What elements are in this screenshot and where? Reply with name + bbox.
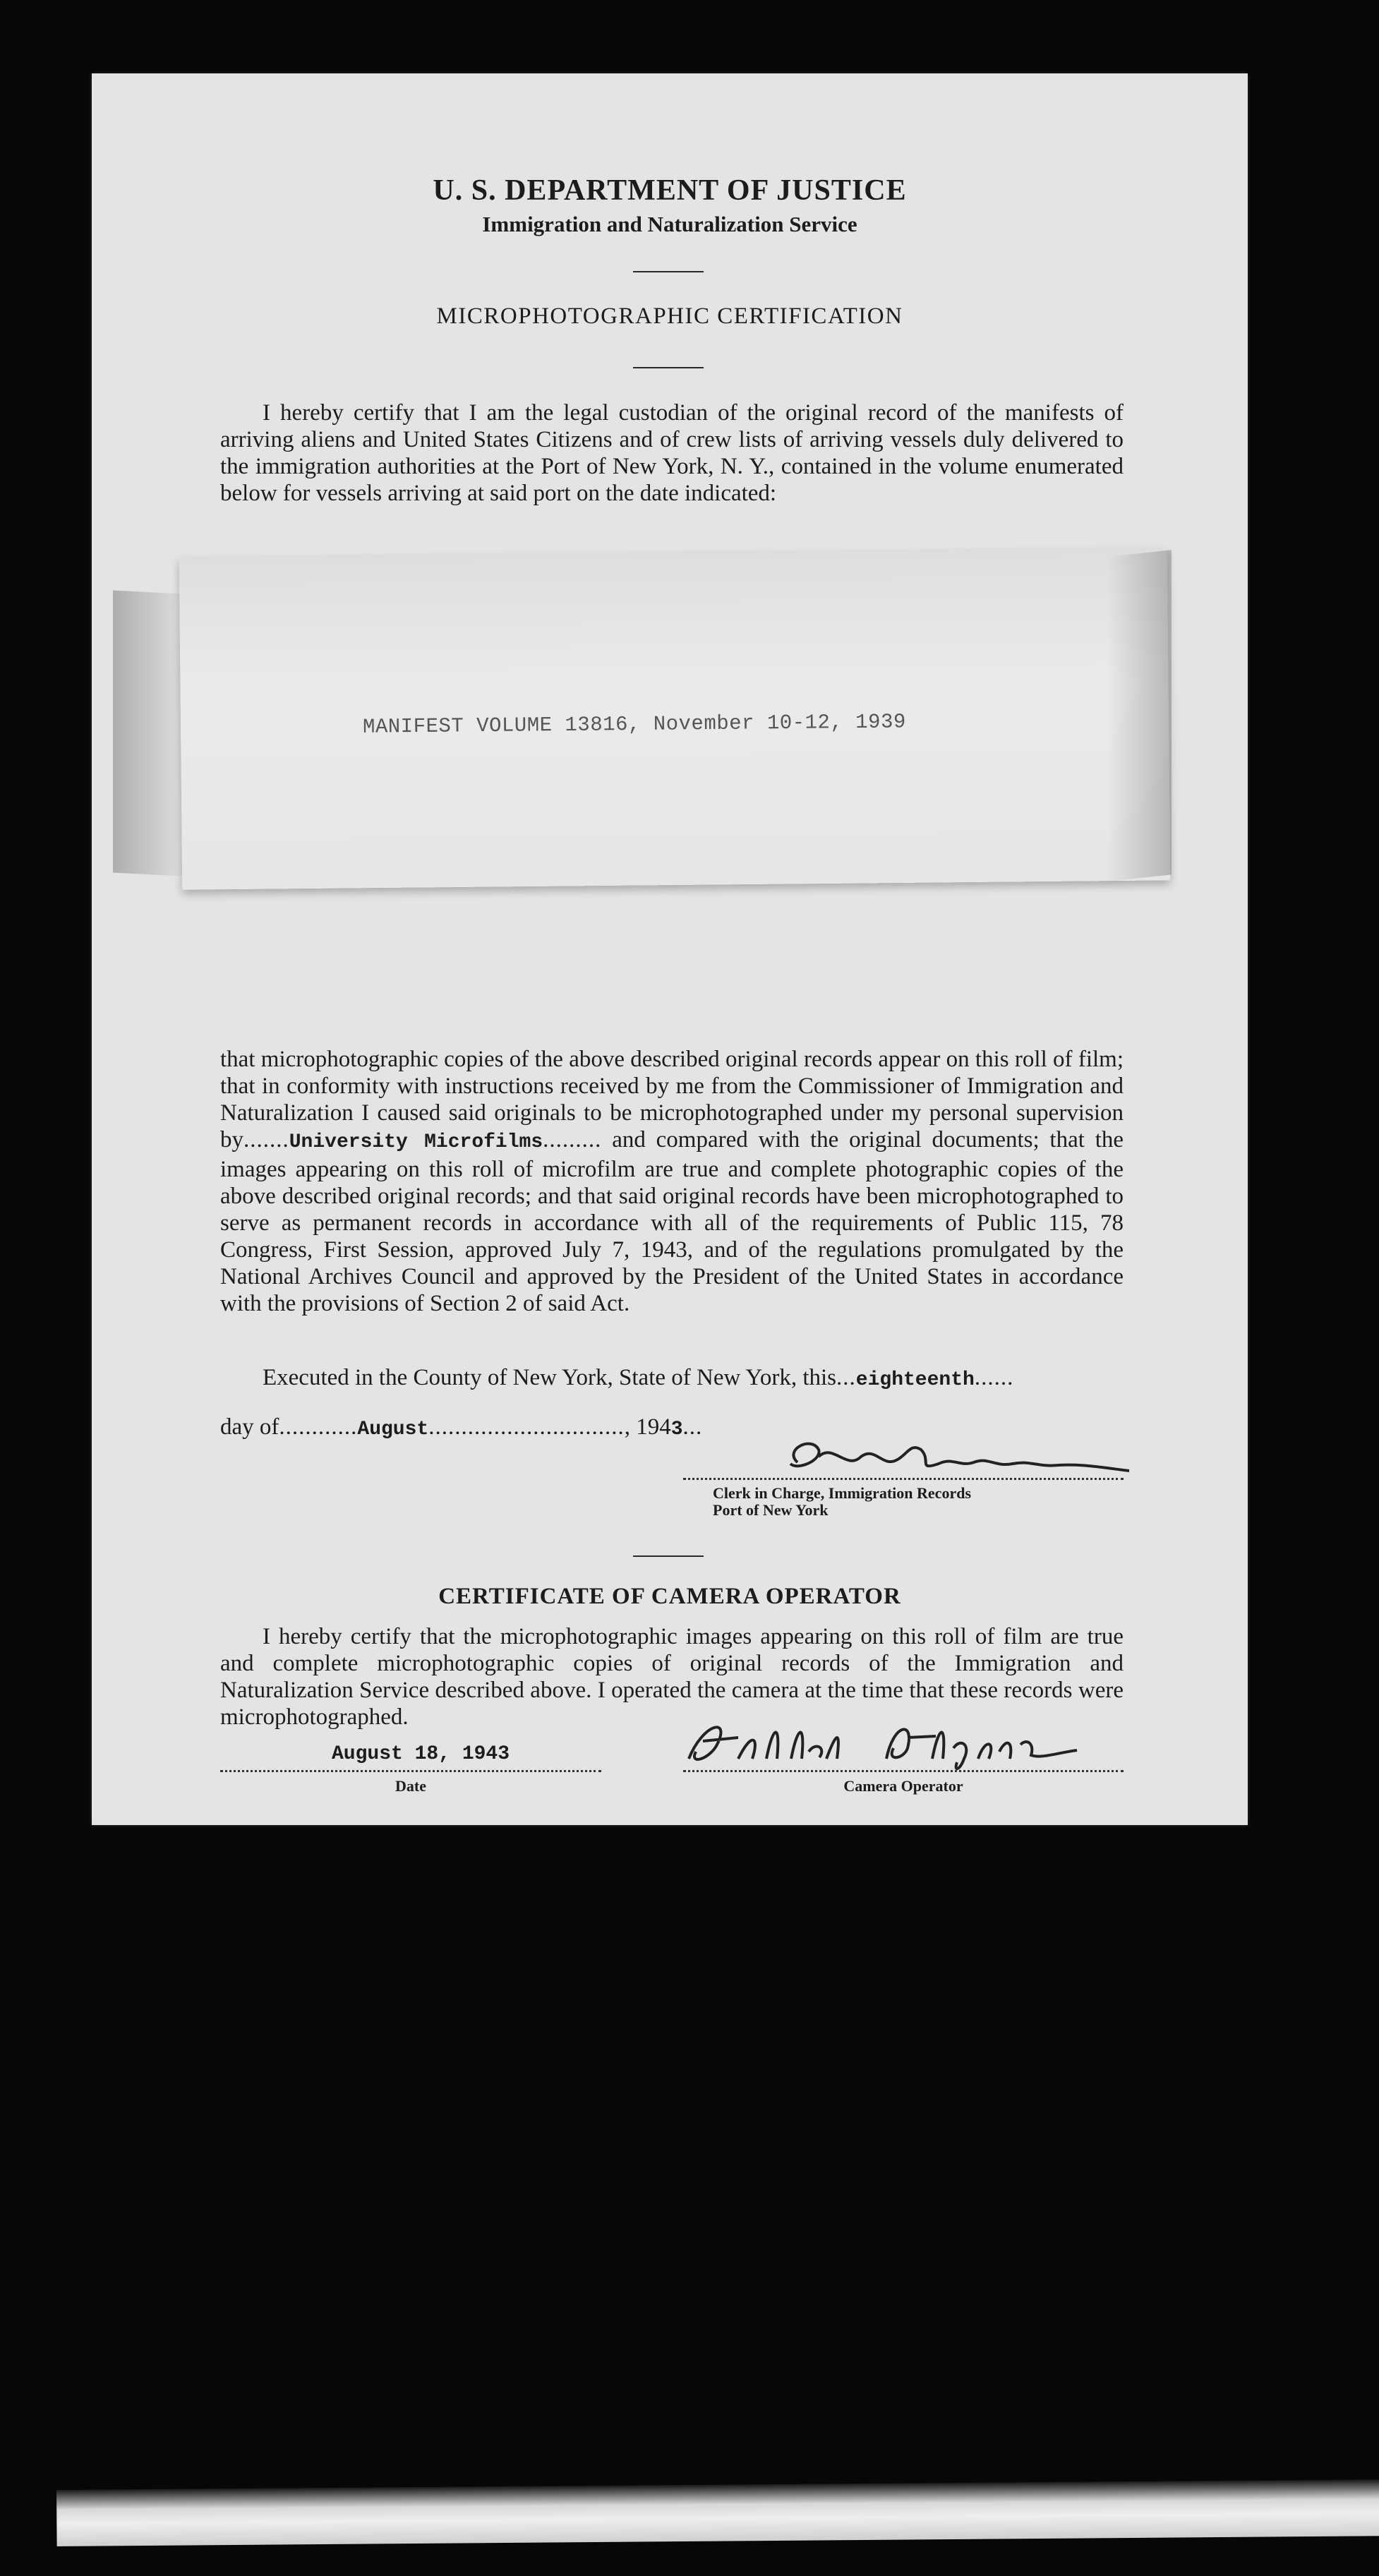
clerk-title-line1: Clerk in Charge, Immigration Records [713, 1484, 972, 1502]
fill-dots: ......... [543, 1127, 602, 1152]
year-digit: 3 [670, 1419, 683, 1440]
fill-dots: .............................. [428, 1414, 625, 1440]
body-paragraph [220, 1046, 1124, 1317]
fill-dots: ............ [279, 1414, 358, 1440]
film-strip-edge [56, 2479, 1379, 2546]
manifest-volume-text: MANIFEST VOLUME 13816, November 10-12, 1939 [362, 710, 906, 739]
executed-text: Executed in the County of New York, State of New York, this [263, 1365, 837, 1390]
day-ordinal: eighteenth [855, 1369, 975, 1391]
supervisor-name: University Microfilms [289, 1131, 543, 1153]
department-title: U. S. DEPARTMENT OF JUSTICE [433, 174, 907, 207]
divider [633, 1555, 704, 1557]
date-value: August 18, 1943 [332, 1743, 510, 1765]
executed-line [220, 1365, 1124, 1391]
fill-dots: ... [836, 1365, 856, 1390]
date-line [220, 1770, 601, 1772]
fill-dots: ...... [974, 1365, 1014, 1390]
camera-operator-paragraph: I hereby certify that the microphotographic images appearing on this roll of film are true and complete microphotographic copies of original records of the Immigration and Naturalization Service described above. I operated the camera at the time that these records were microphotographed. [220, 1624, 1124, 1730]
body-text-part2: and compared with the original documents; that the images appearing on this roll of microfilm are true and complete photographic copies of the above described original records; and that said original records have been microphotographed to serve as permanent records in accordance with all of the requirements of Public 115, 78 Congress, First Session, approved July 7, 1943, and of the regulations promulgated by the National Archives Council and approved by the President of the United States in accordance with the provisions of Section 2 of said Act. [220, 1127, 1124, 1316]
certificate-page [92, 73, 1248, 1825]
fill-dots: ... [682, 1414, 703, 1440]
camera-operator-label: Camera Operator [843, 1777, 963, 1795]
clerk-title-line2: Port of New York [713, 1501, 829, 1519]
clerk-signature-line [683, 1478, 1124, 1480]
divider [633, 367, 704, 368]
fill-dots: ....... [243, 1127, 289, 1152]
clerk-title [713, 1485, 971, 1519]
day-of-label: day of [220, 1414, 279, 1440]
intro-paragraph: I hereby certify that I am the legal custodian of the original record of the manifests of arriving aliens and United States Citizens and of crew lists of arriving vessels duly delivered to the immigration authorities at the Port of New York, N. Y., contained in the volume enumerated below for vessels arriving at said port on the date indicated: [220, 400, 1124, 506]
certification-heading: MICROPHOTOGRAPHIC CERTIFICATION [436, 303, 903, 329]
camera-operator-signature [675, 1709, 1098, 1773]
slip-shadow [113, 590, 183, 876]
divider [633, 271, 704, 272]
month-value: August [357, 1419, 429, 1440]
body-text-part1: that microphotographic copies of the above described original records appear on this roll of film; that in conformity with instructions received by me from the Commissioner of Immigration and Naturalization I caused said originals to be microphotographed under my personal supervision by [220, 1047, 1124, 1152]
service-subtitle: Immigration and Naturalization Service [482, 212, 857, 236]
camera-operator-line [683, 1770, 1124, 1772]
date-label: Date [395, 1777, 426, 1795]
year-prefix: , 194 [624, 1414, 671, 1440]
camera-operator-heading: CERTIFICATE OF CAMERA OPERATOR [438, 1584, 901, 1609]
slip-shadow [1108, 550, 1172, 881]
day-of-line [220, 1414, 702, 1440]
clerk-signature [769, 1428, 1136, 1485]
